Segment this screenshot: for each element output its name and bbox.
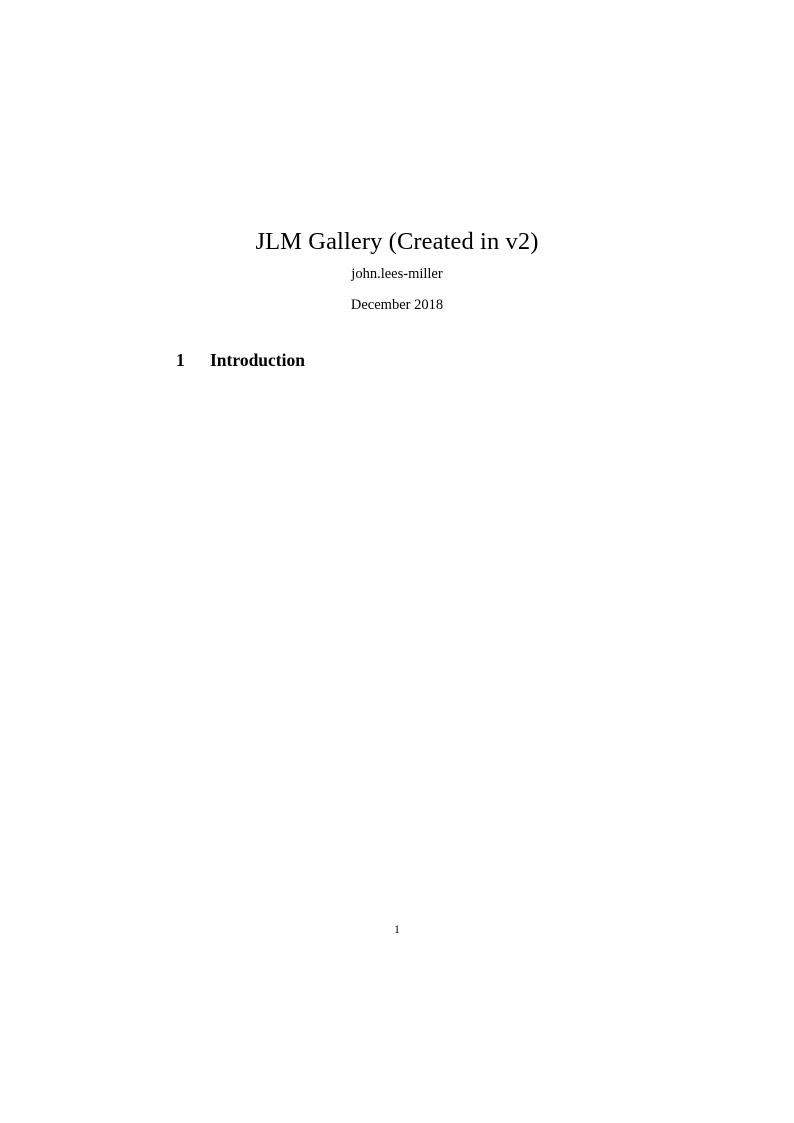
- document-date: December 2018: [350, 297, 444, 313]
- document-author: john.lees-miller: [351, 266, 443, 282]
- section-number: 1: [176, 350, 185, 370]
- page-number: 1: [394, 924, 400, 936]
- section-heading-introduction: [176, 350, 305, 371]
- section-title: Introduction: [210, 350, 305, 370]
- document-title: JLM Gallery (Created in v2): [255, 228, 539, 256]
